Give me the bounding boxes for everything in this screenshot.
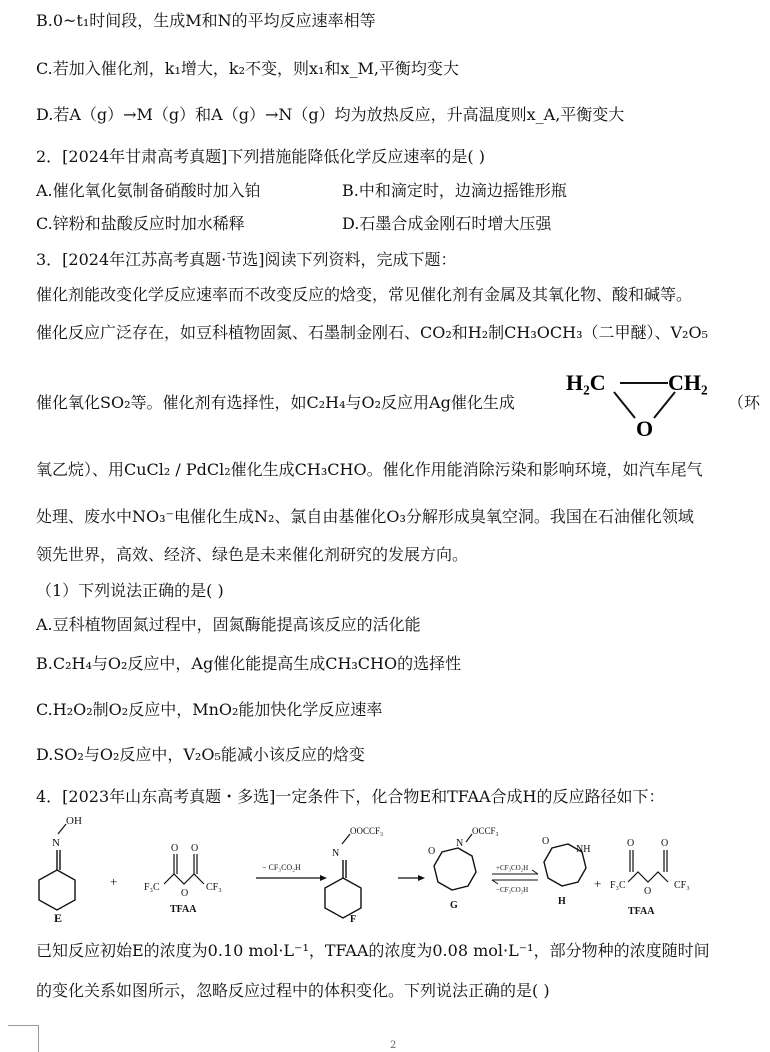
q3-option-c: C.H₂O₂制O₂反应中，MnO₂能加快化学反应速率: [36, 700, 383, 719]
compound-tfaa-product: [610, 838, 690, 917]
epoxide-oxygen: O: [636, 416, 654, 441]
h-nh: NH: [576, 844, 591, 855]
e-label: E: [54, 911, 63, 924]
q2-option-d: D.石墨合成金刚石时增大压强: [342, 214, 552, 233]
compound-f: [325, 826, 383, 924]
q4-paragraph-line-1: 已知反应初始E的浓度为0.10 mol·L⁻¹，TFAA的浓度为0.08 mol·L⁻¹，部分物种的浓度随时间: [36, 941, 710, 960]
h-oxygen: O: [542, 836, 550, 847]
g-oxygen: O: [428, 846, 436, 857]
arrow-1-condition: − CF₃CO₂H: [262, 863, 301, 872]
plus-sign-2: +: [594, 876, 602, 891]
equilibrium-arrows: [492, 864, 538, 894]
reaction-scheme: [30, 812, 750, 924]
tfaa2-right-group: CF₃: [674, 880, 690, 891]
f-label: F: [350, 914, 357, 924]
e-nitrogen: N: [52, 837, 60, 849]
q3-paragraph-line-1: 催化剂能改变化学反应速率而不改变反应的焓变，常见催化剂有金属及其氧化物、酸和碱等。: [36, 285, 693, 304]
f-nitrogen: N: [332, 848, 340, 859]
compound-h: [542, 836, 590, 907]
q3-paragraph-line-2: 催化反应广泛存在，如豆科植物固氮、石墨制金刚石、CO₂和H₂制CH₃OCH₃（二甲醚）、V₂O₅: [36, 323, 708, 342]
q3-option-d: D.SO₂与O₂反应中，V₂O₅能减小该反应的焓变: [36, 745, 365, 764]
q3-option-a: A.豆科植物固氮过程中，固氮酶能提高该反应的活化能: [36, 615, 421, 634]
f-substituent: OOCCF₃: [350, 826, 384, 836]
q4-paragraph-line-2: 的变化关系如图所示，忽略反应过程中的体积变化。下列说法正确的是( ): [36, 981, 550, 1000]
tfaa2-oxygen-2: O: [661, 838, 669, 849]
tfaa-left-group: F₃C: [144, 882, 160, 893]
epoxide-right-carbon: CH₂: [668, 370, 708, 395]
q2-option-c: C.锌粉和盐酸反应时加水稀释: [36, 214, 245, 233]
g-substituent: OCCF₃: [472, 826, 499, 836]
q1-option-b: B.0~t₁时间段，生成M和N的平均反应速率相等: [36, 11, 376, 30]
h-label: H: [558, 896, 566, 907]
g-nitrogen: N: [456, 838, 464, 849]
q2-stem: 2．[2024年甘肃高考真题]下列措施能降低化学反应速率的是( ): [36, 147, 485, 166]
e-hydroxyl: OH: [66, 815, 82, 827]
epoxide-left-carbon: H₂C: [566, 370, 606, 395]
compound-g: [428, 826, 499, 911]
tfaa-right-group: CF₃: [206, 882, 222, 893]
reaction-arrow-1: [256, 863, 327, 881]
q3-stem: 3．[2024年江苏高考真题·节选]阅读下列资料，完成下题：: [36, 250, 457, 269]
q2-option-b: B.中和滴定时，边滴边摇锥形瓶: [342, 181, 567, 200]
plus-sign-1: +: [110, 874, 118, 889]
q4-stem: 4．[2023年山东高考真题・多选]一定条件下，化合物E和TFAA合成H的反应路径如下：: [36, 787, 665, 806]
page-number: 2: [390, 1040, 397, 1051]
tfaa2-oxygen-1: O: [627, 838, 635, 849]
compound-tfaa: [144, 843, 222, 915]
q2-option-a: A.催化氧化氨制备硝酸时加入铂: [36, 181, 261, 200]
q3-paragraph-line-3-tail: （环: [728, 393, 761, 412]
q3-paragraph-line-4: 氧乙烷）、用CuCl₂ / PdCl₂催化生成CH₃CHO。催化作用能消除污染和影响环境，如汽车尾气: [36, 460, 703, 479]
tfaa-oxygen-1: O: [171, 843, 179, 854]
q3-paragraph-line-3: 催化氧化SO₂等。催化剂有选择性，如C₂H₄与O₂反应用Ag催化生成: [36, 393, 515, 412]
q1-option-c: C.若加入催化剂，k₁增大，k₂不变，则x₁和x_M,平衡均变大: [36, 59, 459, 78]
reaction-arrow-2: [398, 875, 425, 881]
equilibrium-reverse-condition: −CF₃CO₂H: [496, 886, 529, 894]
equilibrium-forward-condition: +CF₃CO₂H: [496, 864, 529, 872]
tfaa2-left-group: F₃C: [610, 880, 626, 891]
tfaa2-oxygen-3: O: [644, 886, 652, 897]
q3-sub-stem: （1）下列说法正确的是( ): [36, 581, 224, 600]
q3-option-b: B.C₂H₄与O₂反应中，Ag催化能提高生成CH₃CHO的选择性: [36, 654, 462, 673]
epoxide-structure: [562, 370, 727, 442]
g-label: G: [450, 900, 458, 911]
tfaa2-label: TFAA: [628, 906, 655, 917]
tfaa-oxygen-2: O: [191, 843, 199, 854]
q3-paragraph-line-6: 领先世界，高效、经济、绿色是未来催化剂研究的发展方向。: [36, 545, 469, 564]
page-corner-mark: [8, 1025, 39, 1052]
tfaa-label: TFAA: [170, 904, 197, 915]
tfaa-oxygen-3: O: [181, 888, 189, 899]
q1-option-d: D.若A（g）→M（g）和A（g）→N（g）均为放热反应，升高温度则x_A,平衡变大: [36, 105, 625, 124]
q3-paragraph-line-5: 处理、废水中NO₃⁻电催化生成N₂、氯自由基催化O₃分解形成臭氧空洞。我国在石油催化领域: [36, 507, 694, 526]
compound-e: [39, 815, 82, 924]
